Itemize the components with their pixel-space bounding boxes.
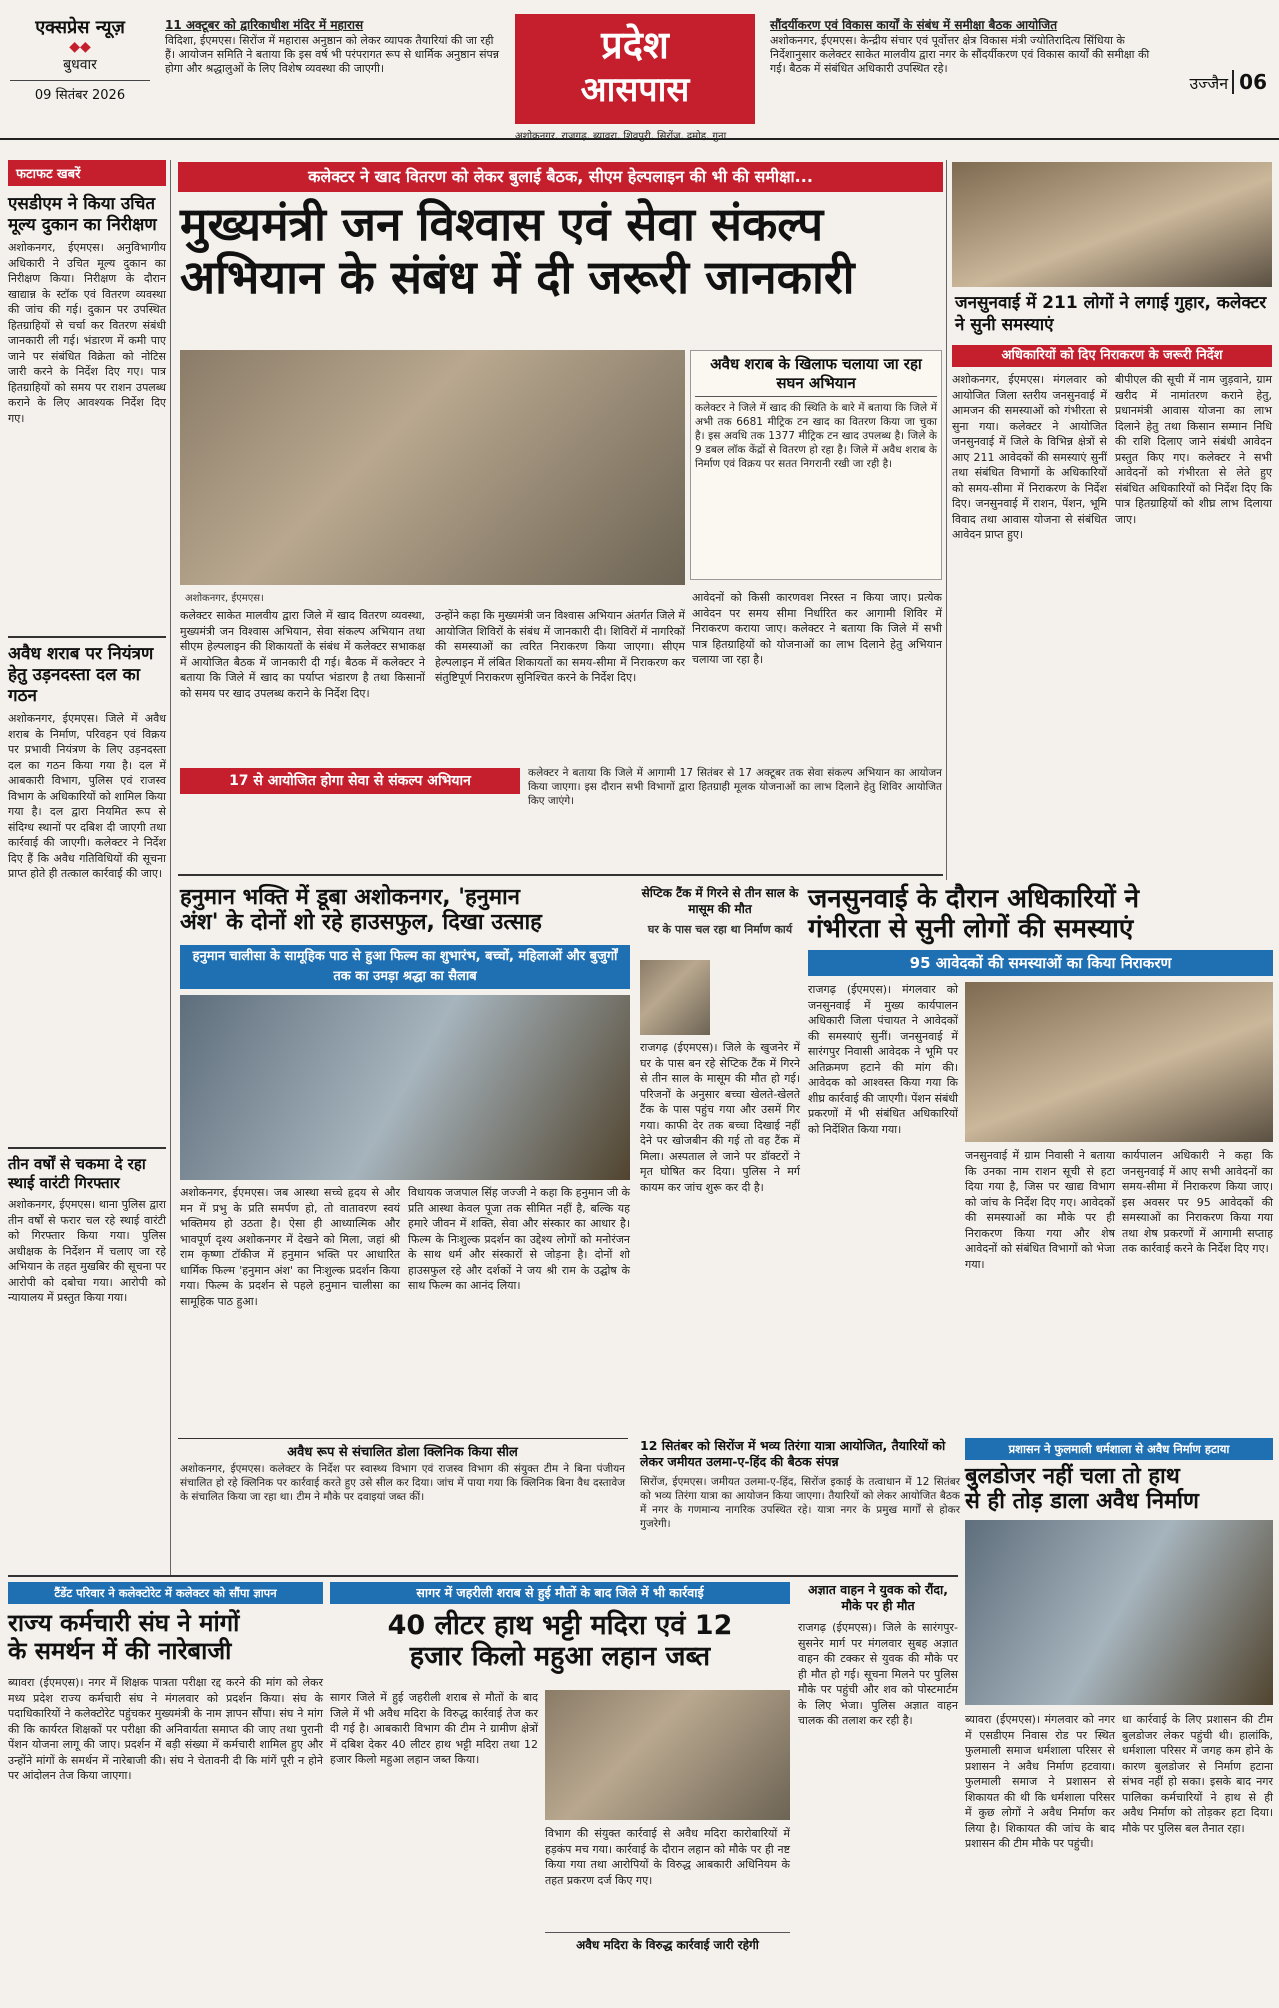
jansunvai-mid-col3: कार्यपालन अधिकारी ने कहा कि जनसुनवाई में आए सभी आवेदनों का समय-सीमा में निराकरण किया जाए। इस अवसर पर 95 आवेदकों की समस्याओं का निराकरण किया गया तथा शेष प्रकरणों में आगामी सप्ताह तक कार्रवाई करने के निर्देश दिए गए। [1122,1149,1273,1255]
bulldozer-headline-line1: बुलडोजर नहीं चला तो हाथ [965,1464,1180,1489]
issue-day: बुधवार [63,57,97,73]
seva-title: 17 से आयोजित होगा सेवा से संकल्प अभियान [180,768,520,794]
sironj-title: 12 सितंबर को सिरोंज में भव्य तिरंगा यात्रा आयोजित, तैयारियों को लेकर जमीयत उलमा-ए-हिंद की बैठक संपन्न [640,1438,946,1469]
section-box [515,14,755,124]
lead-headline-line1: मुख्यमंत्री जन विश्वास एवं सेवा संकल्प [180,197,824,251]
story1-text: अशोकनगर, ईएमएस। अनुविभागीय अधिकारी ने उचित मूल्य दुकान का निरीक्षण किया। निरीक्षण के दौरान खाद्यान्न के स्टॉक एवं वितरण व्यवस्था की जांच की गई। दुकान पर उपस्थित हितग्राहियों से चर्चा कर वितरण संबंधी जानकारी ली गई। भंडारण में कमी पाए जाने पर संबंधित विक्रेता को नोटिस जारी करने के निर्देश दिए गए। पात्र हितग्राहियों को समय पर राशन उपलब्ध कराने के लिए आवश्यक निर्देश दिए गए। [8,241,166,425]
jansunvai-mid-headline-line1: जनसुनवाई के दौरान अधिकारियों ने [808,884,1140,914]
jansunvai-right-col1: अशोकनगर, ईएमएस। मंगलवार को आयोजित जिला स्तरीय जनसुनवाई में आमजन की समस्याओं को गंभीरता से सुना गया। कलेक्टर ने आयोजित जनसुनवाई में जिले के विभिन्न क्षेत्रों से आए 211 आवेदकों की समस्याएं सुनीं तथा संबंधित विभागों के अधिकारियों को समय-सीमा में निराकरण के निर्देश दिए। जनसुनवाई में राशन, पेंशन, भूमि विवाद तथा आवास योजना से संबंधित आवेदन प्राप्त हुए। [952,373,1107,541]
jansunvai-right-subhead: अधिकारियों को दिए निराकरण के जरूरी निर्देश [952,345,1272,367]
issue-date: 09 सितंबर 2026 [10,80,150,103]
hanuman-subhead: हनुमान चालीसा के सामूहिक पाठ से हुआ फिल्म का शुभारंभ, बच्चों, महिलाओं और बुजुर्गों तक का उमड़ा श्रद्धा का सैलाब [180,945,630,989]
septic-text: राजगढ़ (ईएमएस)। जिले के खुजनेर में घर के पास बन रहे सेप्टिक टैंक में गिरने से तीन साल के मासूम की मौत हो गई। परिजनों के अनुसार बच्चा खेलते-खेलते टैंक के पास पहुंच गया और उसमें गिर गया। काफी देर तक बच्चा दिखाई नहीं देने पर खोजबीन की गई तो वह टैंक में मिला। अस्पताल ले जाने पर डॉक्टरों ने मृत घोषित कर दिया। पुलिस ने मर्ग कायम कर जांच शुरू कर दी है। [640,1041,800,1194]
hanuman-headline-line2: अंश' के दोनों शो रहे हाउसफुल, दिखा उत्साह [180,910,542,936]
sidebox-text: कलेक्टर ने जिले में खाद की स्थिति के बारे में बताया कि जिले में अभी तक 6681 मीट्रिक टन खाद का वितरण किया जा चुका है। इस अवधि तक 1377 मीट्रिक टन खाद उपलब्ध है। जिले के 9 डबल लॉक केंद्रों से वितरण हो रहा है। जिले में अवैध शराब के निर्माण एवं विक्रय पर सतत निगरानी रखी जा रही है। [695,402,937,470]
column-rule [946,160,947,880]
lead-headline-line2: अभियान के संबंध में दी जरूरी जानकारी [180,249,855,304]
jansunvai-mid-photo [965,982,1273,1142]
bottom-left-kicker: टैंडेंट परिवार ने कलेक्टोरेट में कलेक्टर को सौंपा ज्ञापन [8,1582,323,1604]
bottom-left-headline-line2: के समर्थन में की नारेबाजी [8,1636,232,1665]
bulldozer-col2: धा कार्रवाई के लिए प्रशासन की टीम बुलडोजर लेकर पहुंची थी। हालांकि, धर्मशाला परिसर में जगह कम होने के कारण बुलडोजर से निर्माण हटाना संभव नहीं हो सका। इसके बाद नगर पालिका कर्मचारियों ने हाथ से ही अवैध निर्माण को तोड़कर हटा दिया। मौके पर पुलिस बल तैनात रहा। [1122,1713,1273,1835]
column-rule [170,160,171,1575]
page-number: 06 [1232,70,1267,94]
lead-text-col3: आवेदनों को किसी कारणवश निरस्त न किया जाए। प्रत्येक आवेदन पर समय सीमा निर्धारित कर आगामी शिविर में निराकरण कराया जाए। कलेक्टर ने बताया कि जिले में सभी पात्र हितग्राहियों को योजनाओं का लाभ दिलाने हेतु अभियान चलाया जा रहा है। [692,591,942,666]
jansunvai-mid-headline-line2: गंभीरता से सुनी लोगों की समस्याएं [808,913,1134,944]
divider [178,1438,628,1439]
seva-text-top: कलेक्टर ने बताया कि जिले में आगामी 17 सितंबर से 17 अक्टूबर तक सेवा संकल्प अभियान का आयोजन किया जाएगा। इस दौरान सभी विभागों द्वारा हितग्राही मूलक योजनाओं का लाभ दिलाने हेतु शिविर आयोजित किए जाएंगे। [528,767,942,807]
clinic-title: अवैध रूप से संचालित डोला क्लिनिक किया सील [287,1445,518,1460]
brand-dots: ◆◆ [69,39,91,55]
bottom-mid-headline [330,1610,790,1672]
sidebox-title: अवैध शराब के खिलाफ चलाया जा रहा सघन अभियान [695,355,937,397]
bulldozer-headline [965,1464,1273,1515]
divider [8,1575,958,1577]
quick-news-head: फटाफट खबरें [8,160,166,186]
jansunvai-right-col2: बीपीएल की सूची में नाम जुड़वाने, ग्राम खरीद में नामांतरण कराने हेतु, प्रधानमंत्री आवास योजना का लाभ दिलाने हेतु तथा किसान सम्मान निधि की राशि दिलाए जाने संबंधी आवेदन प्रस्तुत किए गए। कलेक्टर ने सभी आवेदनों को गंभीरता से लेते हुए संबंधित अधिकारियों को निर्देश दिए कि पात्र हितग्राहियों को शीघ्र लाभ दिलाया जाए। [1115,373,1272,526]
story2-title: अवैध शराब पर नियंत्रण हेतु उड़नदस्ता दल का गठन [8,644,154,706]
hanuman-headline [180,885,630,936]
septic-photo [640,960,710,1035]
jansunvai-mid-headline [808,885,1273,945]
story3-text: अशोकनगर, ईएमएस। थाना पुलिस द्वारा तीन वर्षों से फरार चल रहे स्थाई वारंटी को गिरफ्तार किया गया। पुलिस अधीक्षक के निर्देशन में चलाए जा रहे अभियान के तहत मुखबिर की सूचना पर आरोपी को दबोचा गया। आरोपी को न्यायालय में प्रस्तुत किया गया। [8,1198,166,1304]
septic-subtitle: घर के पास चल रहा था निर्माण कार्य [647,923,793,936]
bottom-mid-headline-line1: 40 लीटर हाथ भट्टी मदिरा एवं 12 [387,1610,733,1641]
bulldozer-kicker: प्रशासन ने फुलमाली धर्मशाला से अवैध निर्माण हटाया [965,1438,1273,1460]
lead-photo [180,350,685,585]
jansunvai-mid-col2: जनसुनवाई में ग्राम निवासी ने बताया कि उनका नाम राशन सूची से हटा दिया गया है, जिस पर खाद्य विभाग को जांच के निर्देश दिए गए। आवेदकों की समस्याओं का मौके पर ही निराकरण किया गया और शेष आवेदनों को संबंधित विभागों को भेजा गया। [965,1149,1115,1271]
section-title-2: आसपास [580,70,690,110]
top-left-text: विदिशा, ईएमएस। सिरोंज में महारास अनुष्ठान को लेकर व्यापक तैयारियां की जा रही हैं। आयोजन समिति ने बताया कि इस वर्ष भी परंपरागत रूप से धार्मिक अनुष्ठान संपन्न होगा और श्रद्धालुओं के लिए विशेष व्यवस्था की जाएगी। [165,34,500,75]
sironj-text: सिरोंज, ईएमएस। जमीयत उलमा-ए-हिंद, सिरोंज इकाई के तत्वाधान में 12 सितंबर को भव्य तिरंगा यात्रा का आयोजन किया जाएगा। तैयारियों को लेकर आयोजित बैठक में नगर के गणमान्य नागरिक उपस्थित रहे। यात्रा नगर के प्रमुख मार्गों से होकर गुजरेगी। [640,1476,960,1530]
bulldozer-col1: ब्यावरा (ईएमएस)। मंगलवार को नगर में एसडीएम निवास रोड पर स्थित फुलमाली समाज धर्मशाला परिसर से प्रशासन ने अवैध निर्माण हटवाया। फुलमाली समाज ने प्रशासन से शिकायत की थी कि धर्मशाला परिसर में कुछ लोगों ने अवैध निर्माण कर लिया है। शिकायत की जांच के बाद प्रशासन की टीम मौके पर पहुंची। [965,1713,1115,1850]
lead-text-col1: कलेक्टर साकेत मालवीय द्वारा जिले में खाद वितरण व्यवस्था, मुख्यमंत्री जन विश्वास अभियान, सेवा संकल्प अभियान तथा सीएम हेल्पलाइन की शिकायतों के संबंध में कलेक्टर सभाकक्ष में आयोजित बैठक में जानकारी दी गई। बैठक में कलेक्टर ने बताया कि जिले में खाद का पर्याप्त भंडारण है तथा किसानों को समय पर खाद उपलब्ध कराने के निर्देश दिए। [180,609,425,700]
bottom-mid-col1: सागर जिले में हुई जहरीली शराब से मौतों के बाद जिले में भी अवैध मदिरा के विरुद्ध कार्रवाई तेज कर दी गई है। आबकारी विभाग की टीम ने ग्रामीण क्षेत्रों में दबिश देकर 40 लीटर हाथ भट्टी मदिरा तथा 12 हजार किलो महुआ लहान जब्त किया। [330,1691,538,1766]
story3-title: तीन वर्षों से चकमा दे रहा स्थाई वारंटी गिरफ्तार [8,1155,146,1192]
accident-title: अज्ञात वाहन ने युवक को रौंदा, मौके पर ही मौत [808,1582,948,1613]
accident-text: राजगढ़ (ईएमएस)। जिले के सारंगपुर-सुसनेर मार्ग पर मंगलवार सुबह अज्ञात वाहन की टक्कर से युवक की मौके पर ही मौत हो गई। सूचना मिलने पर पुलिस मौके पर पहुंची और शव को पोस्टमार्टम के लिए भेजा। पुलिस अज्ञात वाहन चालक की तलाश कर रही है। [798,1621,958,1727]
story1-title: एसडीएम ने किया उचित मूल्य दुकान का निरीक्षण [8,194,157,235]
hanuman-text-col1: अशोकनगर, ईएमएस। जब आस्था सच्चे हृदय से और मन में प्रभु के प्रति समर्पण हो, तो वातावरण स्वयं भक्तिमय हो उठता है। ऐसा ही आध्यात्मिक और भावपूर्ण दृश्य अशोकनगर में देखने को मिला, जहां श्री राम कृष्णा टॉकीज में हनुमान भक्ति पर आधारित धार्मिक फिल्म 'हनुमान अंश' का निःशुल्क प्रदर्शन किया गया। फिल्म के प्रदर्शन से पहले हनुमान चालीसा का सामूहिक पाठ हुआ। [180,1186,400,1308]
brand-box [10,15,150,133]
section-title-1: प्रदेश [601,23,669,67]
story2-text: अशोकनगर, ईएमएस। जिले में अवैध शराब के निर्माण, परिवहन एवं विक्रय पर प्रभावी नियंत्रण के लिए उड़नदस्ता दल का गठन किया गया है। दल में आबकारी विभाग, पुलिस एवं राजस्व विभाग के अधिकारियों को शामिल किया गया है। दल द्वारा नियमित रूप से संदिग्ध स्थानों पर दबिश दी जाएगी तथा कार्रवाई की जाएगी। कलेक्टर ने निर्देश दिए हैं कि अवैध गतिविधियों की सूचना प्राप्त होते ही तत्काल कार्रवाई की जाए। [8,712,166,880]
jansunvai-mid-subhead: 95 आवेदकों की समस्याओं का किया निराकरण [808,950,1273,976]
top-right-title: सौंदर्यीकरण एवं विकास कार्यों के संबंध में समीक्षा बैठक आयोजित [770,18,1058,32]
lead-headline [180,198,940,304]
jansunvai-mid-col1: राजगढ़ (ईएमएस)। मंगलवार को जनसुनवाई में मुख्य कार्यपालन अधिकारी जिला पंचायत ने आवेदकों की समस्याएं सुनीं। जनसुनवाई में सारंगपुर निवासी आवेदक ने भूमि पर अतिक्रमण हटाने की मांग की। आवेदक को आश्वस्त किया गया कि शीघ्र कार्रवाई की जाएगी। पेंशन संबंधी प्रकरणों में भी संबंधित अधिकारियों को निर्देशित किया गया। [808,983,958,1136]
page-city: उज्जैन [1189,74,1229,93]
hanuman-photo [180,995,630,1180]
lead-photo-caption: अशोकनगर, ईएमएस। [185,593,264,604]
lead-sidebox [690,350,942,580]
top-right-news [770,18,1150,128]
clinic-text: अशोकनगर, ईएमएस। कलेक्टर के निर्देश पर स्वास्थ्य विभाग एवं राजस्व विभाग की संयुक्त टीम ने बिना पंजीयन संचालित हो रहे क्लिनिक पर कार्रवाई करते हुए उसे सील कर दिया। जांच में पाया गया कि क्लिनिक बिना वैध दस्तावेज के संचालित किया जा रहा था। टीम ने मौके पर दवाइयां जब्त कीं। [180,1463,625,1503]
divider [8,1147,166,1149]
brand-name: एक्सप्रेस न्यूज़ [35,17,125,38]
bottom-mid-col2: विभाग की संयुक्त कार्रवाई से अवैध मदिरा कारोबारियों में हड़कंप मच गया। कार्रवाई के दौरान लहान को मौके पर ही नष्ट किया गया तथा आरोपियों के विरुद्ध आबकारी अधिनियम के तहत प्रकरण दर्ज किए गए। [545,1827,790,1887]
page-tag [1189,70,1267,94]
hanuman-text-col2: विधायक जजपाल सिंह जज्जी ने कहा कि हनुमान जी के प्रति आस्था केवल पूजा तक सीमित नहीं है, बल्कि यह हमारे जीवन में शक्ति, सेवा और संस्कार का आधार है। फिल्म के निःशुल्क प्रदर्शन का उद्देश्य लोगों को मनोरंजन के साथ धर्म और संस्कारों से जोड़ना है। दोनों शो हाउसफुल रहे और दर्शकों ने जय श्री राम के उद्घोष के साथ फिल्म का आनंद लिया। [408,1186,630,1292]
bottom-mid-photo [545,1690,790,1820]
bottom-mid-headline-line2: हजार किलो महुआ लहान जब्त [409,1641,711,1673]
left-column [8,160,166,1560]
bottom-left-headline [8,1610,323,1665]
bulldozer-headline-line2: से ही तोड़ डाला अवैध निर्माण [965,1489,1199,1515]
septic-title: सेप्टिक टैंक में गिरने से तीन साल के मासूम की मौत [641,886,799,916]
top-left-news [165,18,505,136]
divider [178,874,943,876]
jansunvai-right-title: जनसुनवाई में 211 लोगों ने लगाई गुहार, कलेक्टर ने सुनी समस्याएं [955,293,1267,335]
divider [8,636,166,638]
top-right-text: अशोकनगर, ईएमएस। केन्द्रीय संचार एवं पूर्वोत्तर क्षेत्र विकास मंत्री ज्योतिरादित्य सिंधिया के निर्देशानुसार कलेक्टर साकेत मालवीय द्वारा नगर के सौंदर्यीकरण एवं विकास कार्यों की समीक्षा की गई। बैठक में संबंधित अधिकारी उपस्थित रहे। [770,34,1150,75]
lead-text-col2: उन्होंने कहा कि मुख्यमंत्री जन विश्वास अभियान अंतर्गत जिले में आयोजित शिविरों के संबंध में जानकारी दी। शिविरों में नागरिकों की समस्याओं का त्वरित निराकरण किया जाएगा। सीएम हेल्पलाइन में लंबित शिकायतों का समय-सीमा में निराकरण कर संतुष्टिपूर्ण निराकरण सुनिश्चित करने के निर्देश दिए। [435,609,685,684]
bottom-mid-kicker: सागर में जहरीली शराब से हुई मौतों के बाद जिले में भी कार्रवाई [330,1582,790,1604]
jansunvai-photo [952,162,1272,287]
bulldozer-photo [965,1520,1273,1705]
district-strip: अशोकनगर, राजगढ़, ब्यावरा, शिवपुरी, सिरोंज, दमोह, गुना [515,131,727,142]
bottom-mid-subhead: अवैध मदिरा के विरुद्ध कार्रवाई जारी रहेगी [545,1932,790,1953]
bottom-left-text: ब्यावरा (ईएमएस)। नगर में शिक्षक पात्रता परीक्षा रद्द करने की मांग को लेकर मध्य प्रदेश राज्य कर्मचारी संघ ने मंगलवार को प्रदर्शन किया। संघ के पदाधिकारियों ने कलेक्टोरेट पहुंचकर मुख्यमंत्री के नाम ज्ञापन सौंपा। संघ ने मांग की कि कार्यरत शिक्षकों पर परीक्षा की अनिवार्यता समाप्त की जाए तथा पुरानी पेंशन योजना लागू की जाए। प्रदर्शन में बड़ी संख्या में कर्मचारी शामिल हुए और उन्होंने मांगों के समर्थन में नारेबाजी की। संघ ने चेतावनी दी कि मांगें पूरी न होने पर आंदोलन तेज किया जाएगा। [8,1676,323,1782]
hanuman-headline-line1: हनुमान भक्ति में डूबा अशोकनगर, 'हनुमान [180,885,520,910]
bottom-left-headline-line1: राज्य कर्मचारी संघ ने मांगों [8,1609,240,1637]
top-left-title: 11 अक्टूबर को द्वारिकाधीश मंदिर में महारास [165,18,364,32]
lead-kicker: कलेक्टर ने खाद वितरण को लेकर बुलाई बैठक, सीएम हेल्पलाइन की भी की समीक्षा... [178,162,943,192]
